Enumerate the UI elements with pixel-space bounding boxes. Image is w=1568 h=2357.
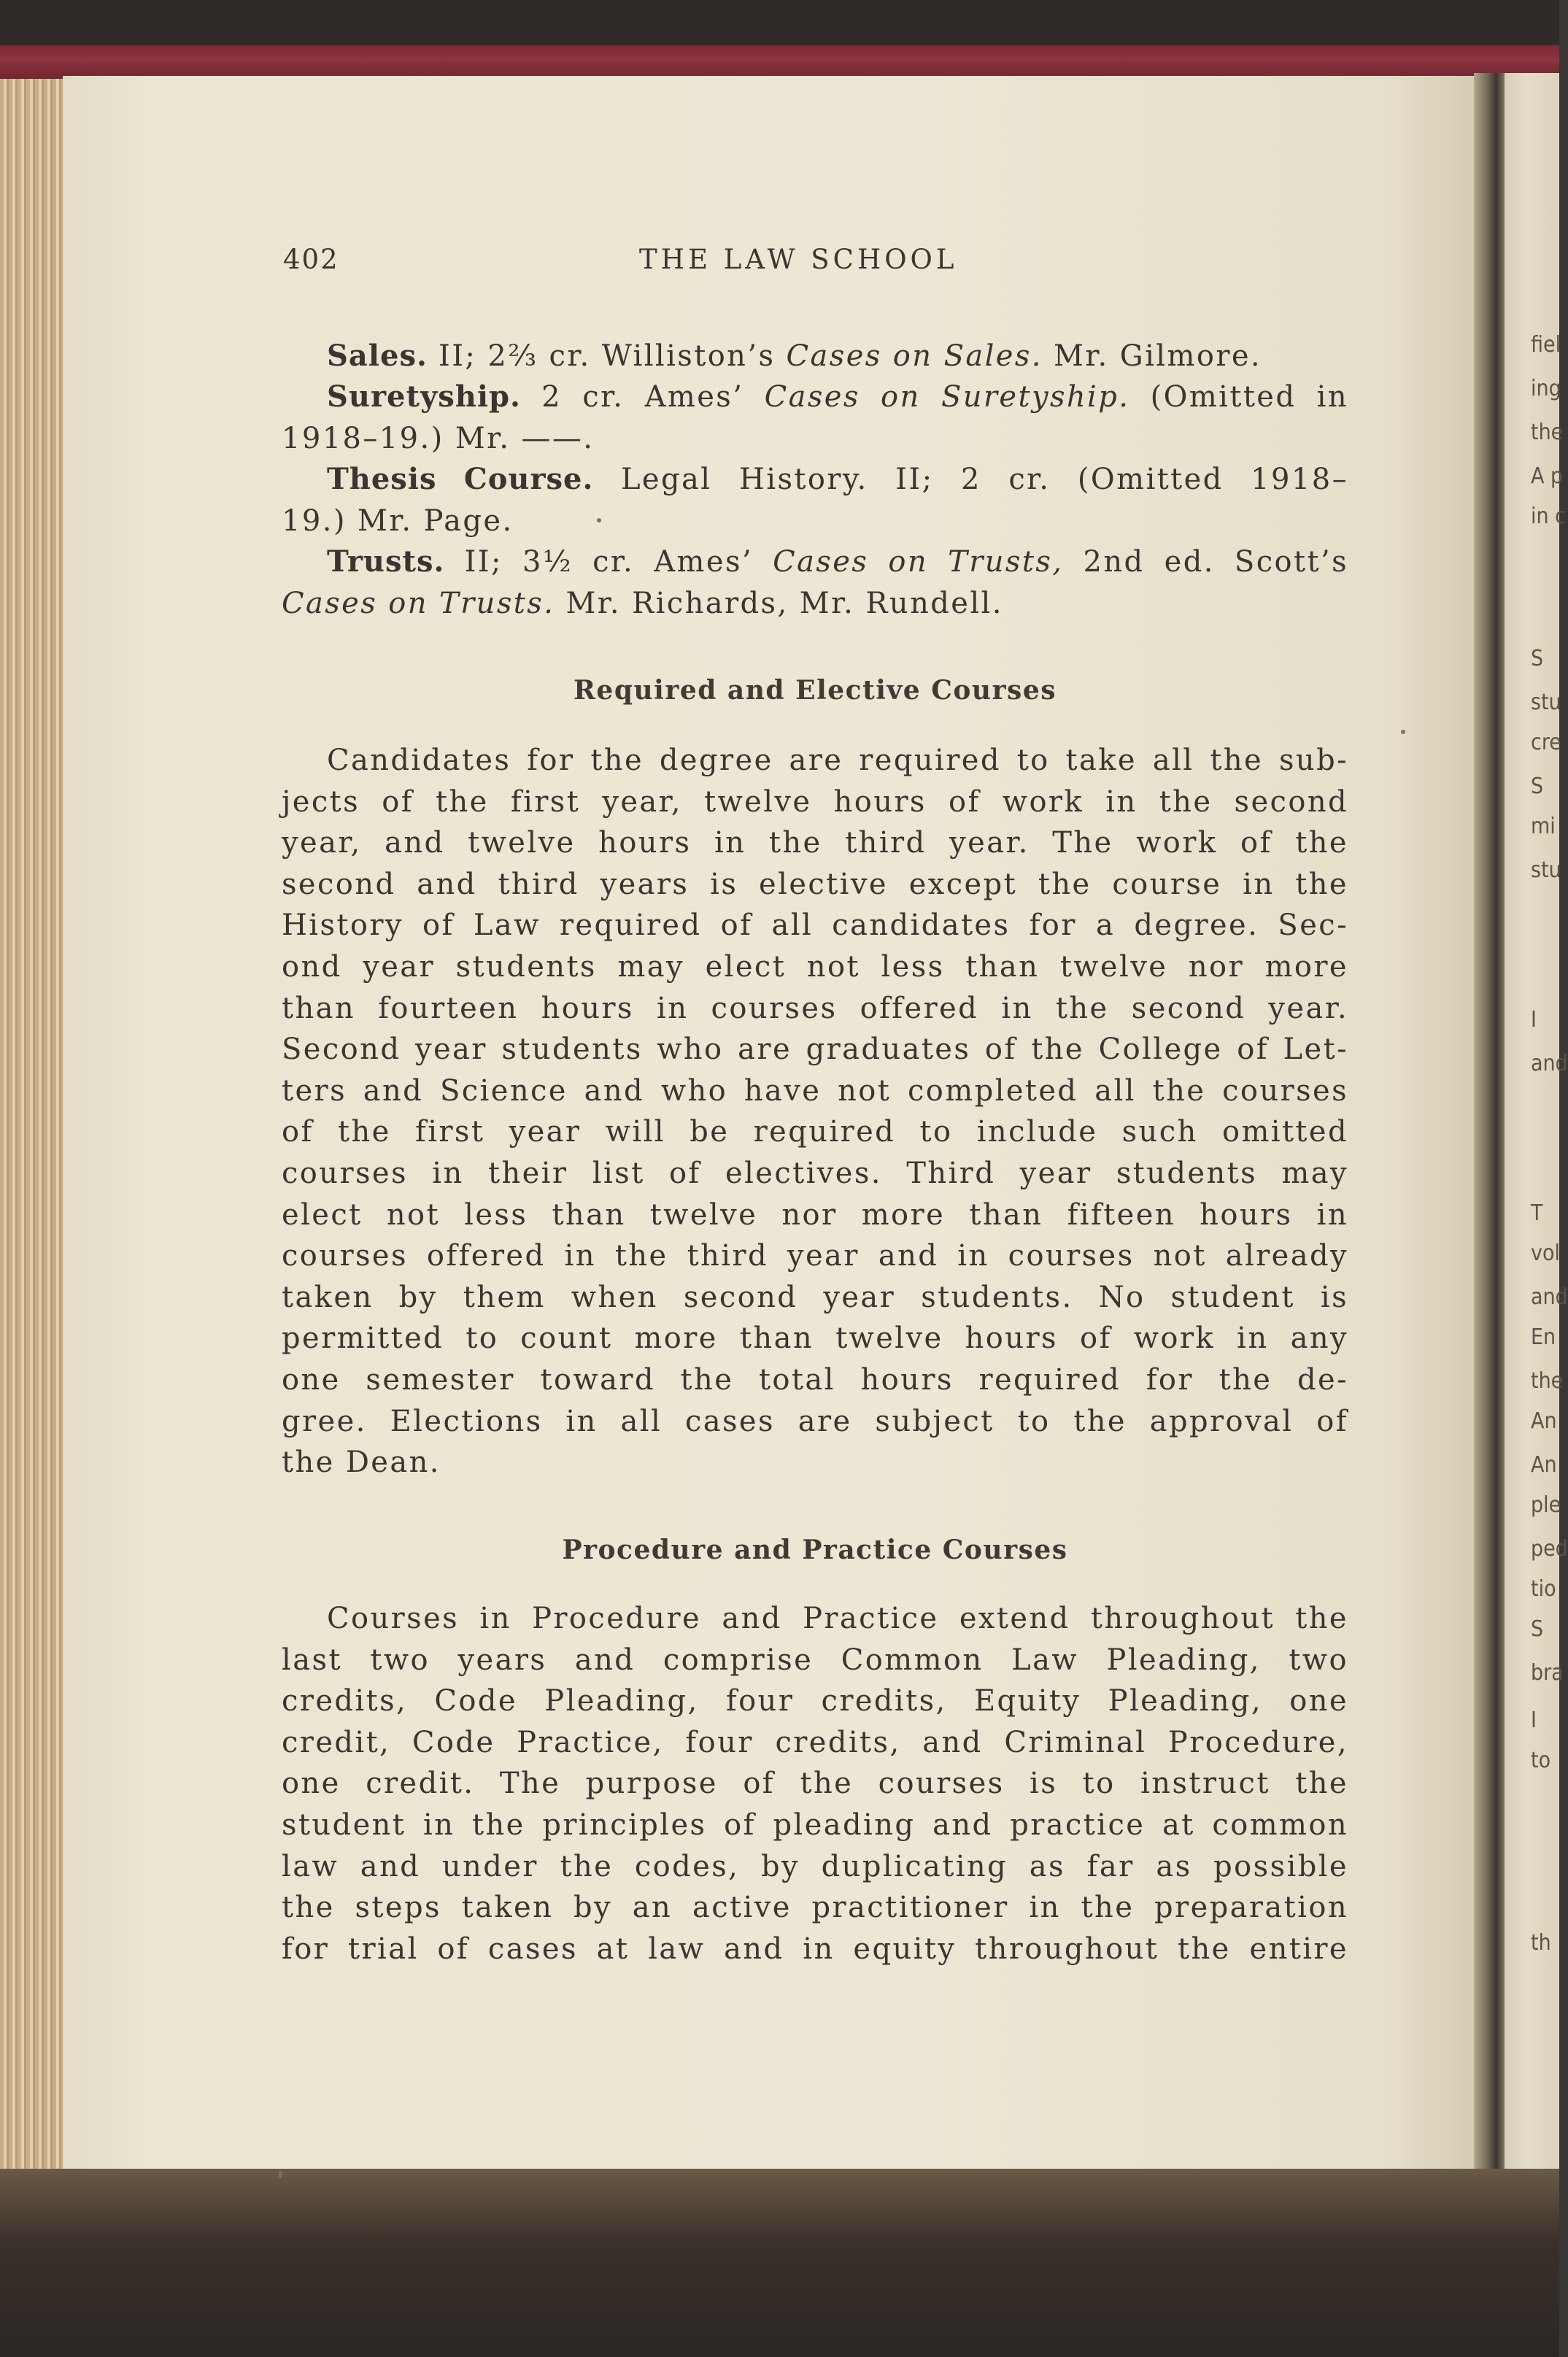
body-line: taken by them when second year students. No student is [282, 1280, 1348, 1314]
body-line: ond year students may elect not less than twelve nor more [282, 949, 1348, 984]
adjacent-fragment: fiel [1531, 332, 1561, 358]
body-line: than fourteen hours in courses offered in the second year. [282, 991, 1348, 1025]
body-line: courses offered in the third year and in courses not already [282, 1239, 1348, 1273]
adjacent-fragment: An [1531, 1408, 1557, 1434]
course-name: Sales. [327, 339, 428, 373]
adjacent-fragment: in c [1531, 504, 1567, 529]
course-text-continued: 1918–19.) Mr. ——. [282, 421, 595, 455]
body-line: courses in their list of electives. Third year students may [282, 1156, 1348, 1190]
adjacent-fragment: and [1531, 1284, 1568, 1310]
body-line: Second year students who are graduates of the College of Let- [282, 1033, 1348, 1067]
section-heading-procedure-practice: Procedure and Practice Courses [562, 1535, 1068, 1565]
adjacent-fragment: stu [1531, 857, 1561, 883]
body-line: gree. Elections in all cases are subject to the approval of [282, 1404, 1348, 1438]
body-line: the steps taken by an active practitioner in the preparation [282, 1891, 1348, 1925]
body-line: one semester toward the total hours required for the de- [282, 1362, 1348, 1397]
adjacent-fragment: bra [1531, 1660, 1564, 1686]
body-line: student in the principles of pleading and practice at common [282, 1808, 1348, 1842]
section-body-required-elective [282, 740, 1348, 1484]
body-line: credit, Code Practice, four credits, and Criminal Procedure, [282, 1725, 1348, 1759]
adjacent-fragment: I [1531, 1708, 1537, 1733]
body-line: law and under the codes, by duplicating as far as possible [282, 1849, 1348, 1883]
course-text: Legal History. II; 2 cr. (Omitted 1918– [620, 463, 1348, 496]
body-line: ters and Science and who have not completed all the courses [282, 1073, 1348, 1108]
page-header [283, 244, 1348, 288]
adjacent-fragment: to [1531, 1748, 1551, 1773]
course-entry-sales [282, 336, 1348, 377]
body-line: Candidates for the degree are required to take all the sub- [327, 744, 1348, 777]
adjacent-fragment: tio [1531, 1576, 1556, 1602]
body-line: Courses in Procedure and Practice extend throughout the [327, 1602, 1348, 1635]
body-line: last two years and comprise Common Law Pleading, two [282, 1643, 1348, 1677]
body-line: year, and twelve hours in the third year. The work of the [282, 826, 1348, 860]
body-line: the Dean. [282, 1446, 441, 1480]
adjacent-fragment: vol [1531, 1241, 1560, 1266]
adjacent-fragment: stu [1531, 690, 1561, 715]
body-line: for trial of cases at law and in equity throughout the entire [282, 1932, 1348, 1966]
course-text: 2 cr. Ames’ Cases on Suretyship. (Omitted in [541, 380, 1348, 414]
adjacent-fragment: th [1531, 1930, 1551, 1956]
body-line: elect not less than twelve nor more than fifteen hours in [282, 1197, 1348, 1232]
course-text-continued: Cases on Trusts. Mr. Richards, Mr. Rundell. [282, 586, 1003, 620]
adjacent-fragment: ple [1531, 1492, 1561, 1518]
adjacent-fragment: cre [1531, 730, 1561, 755]
paper-speck [597, 518, 601, 522]
page-number: 402 [283, 244, 339, 275]
adjacent-fragment: I [1531, 1007, 1537, 1033]
adjacent-fragment: An [1531, 1452, 1557, 1478]
adjacent-fragment: ped [1531, 1536, 1568, 1562]
running-head: THE LAW SCHOOL [639, 244, 958, 275]
course-entry-trusts [282, 541, 1348, 624]
body-line: History of Law required of all candidates for a degree. Sec- [282, 909, 1348, 943]
course-entry-suretyship [282, 377, 1348, 459]
adjacent-fragment: En [1531, 1324, 1556, 1350]
adjacent-fragment: S [1531, 646, 1544, 671]
section-body-procedure-practice [282, 1598, 1348, 1970]
body-line: one credit. The purpose of the courses is to instruct the [282, 1767, 1348, 1801]
adjacent-fragment: the [1531, 420, 1564, 445]
body-line: credits, Code Pleading, four credits, Equity Pleading, one [282, 1684, 1348, 1718]
paper-speck [1401, 730, 1405, 734]
adjacent-fragment: the [1531, 1368, 1564, 1394]
adjacent-fragment: T [1531, 1200, 1543, 1226]
body-line: second and third years is elective except the course in the [282, 867, 1348, 901]
adjacent-fragment: ing [1531, 376, 1561, 401]
course-text: II; 2⅔ cr. Williston’s Cases on Sales. Mr. Gilmore. [439, 339, 1262, 373]
section-heading-required-elective: Required and Elective Courses [573, 675, 1057, 706]
course-name: Suretyship. [327, 379, 521, 414]
adjacent-fragment: mi [1531, 814, 1556, 839]
adjacent-fragment: A p [1531, 463, 1564, 489]
course-text: II; 3½ cr. Ames’ Cases on Trusts, 2nd ed. Scott’s [464, 545, 1349, 579]
body-line: jects of the first year, twelve hours of work in the second [282, 784, 1348, 819]
adjacent-fragment: and [1531, 1051, 1568, 1076]
course-name: Thesis Course. [327, 462, 594, 496]
adjacent-fragment: S [1531, 1616, 1544, 1642]
adjacent-fragment: S [1531, 774, 1544, 799]
course-text-continued: 19.) Mr. Page. [282, 504, 514, 538]
course-name: Trusts. [327, 544, 445, 579]
body-line: permitted to count more than twelve hours of work in any [282, 1322, 1348, 1356]
course-entry-thesis [282, 459, 1348, 541]
paper-speck [279, 2171, 282, 2178]
body-line: of the first year will be required to include such omitted [282, 1115, 1348, 1149]
